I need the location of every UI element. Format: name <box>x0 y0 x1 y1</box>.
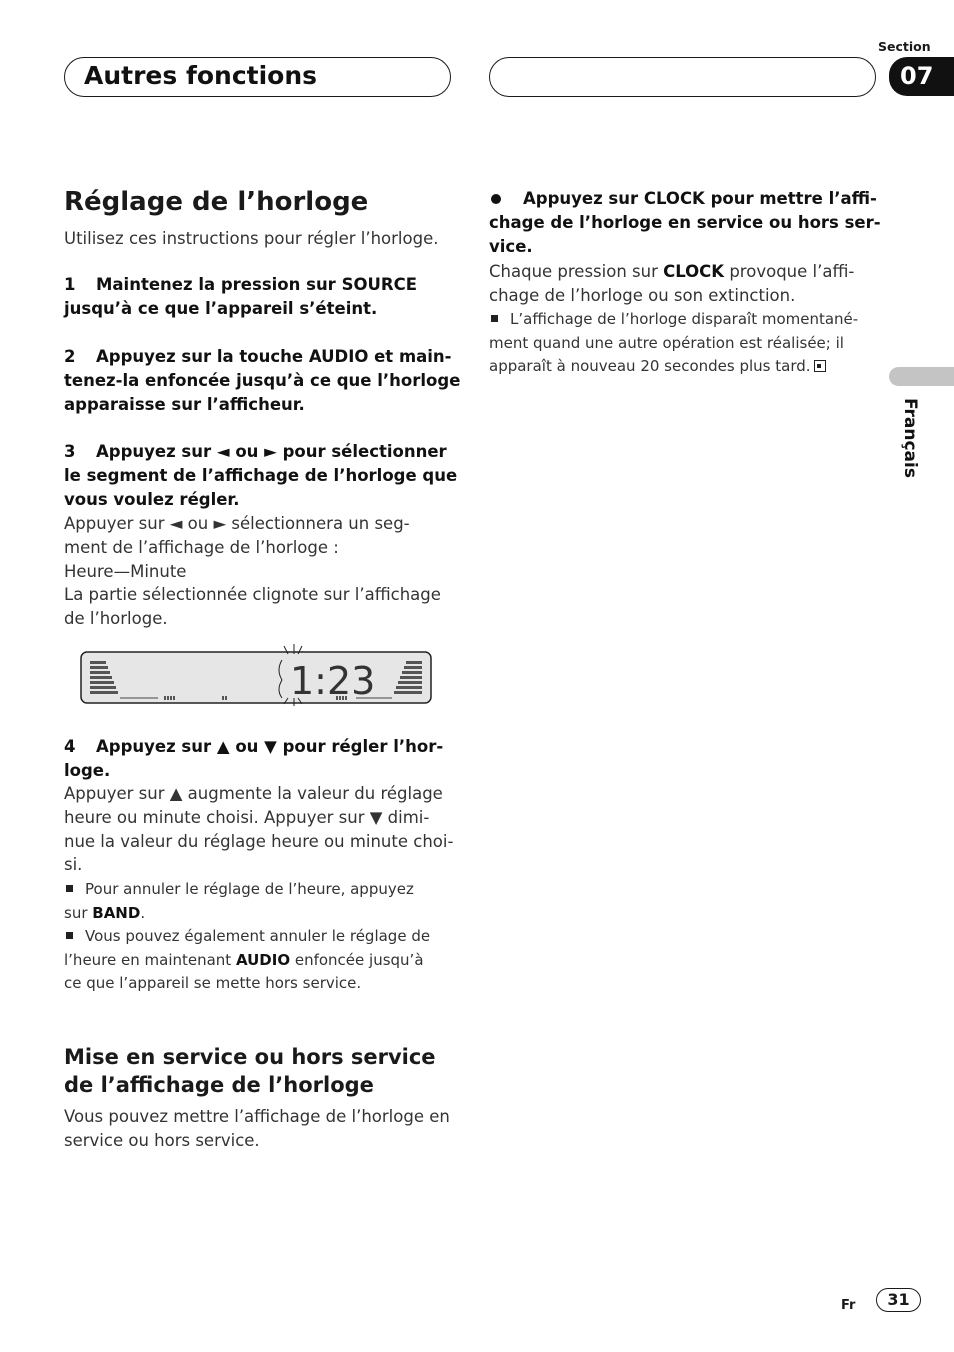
step-2: 2 Appuyez sur la touche AUDIO et main- tenez-la enfoncée jusqu’à ce que l’horloge apparaisse sur l’afficheur. <box>64 347 461 414</box>
lcd-clock-text: 1:23 <box>290 659 376 703</box>
header-title: Autres fonctions <box>84 61 318 90</box>
section-number: 07 <box>889 57 954 96</box>
end-mark-icon <box>814 360 826 372</box>
language-label: Français <box>900 398 920 478</box>
note-bullet-icon <box>491 315 498 322</box>
clock-step-body: Chaque pression sur CLOCK provoque l’affi- chage de l’horloge ou son extinction. <box>489 262 855 305</box>
lcd-display-svg <box>80 644 432 706</box>
clock-step: Appuyez sur CLOCK pour mettre l’affi- chage de l’horloge en service ou hors ser- vice. <box>489 189 881 256</box>
note-cancel-audio: Vous pouvez également annuler le réglage de l’heure en maintenant AUDIO enfoncée jusqu’à ce que l’appareil se mette hors service. <box>64 927 431 992</box>
intro-text: Utilisez ces instructions pour régler l’horloge. <box>64 229 439 248</box>
step-3: 3 Appuyez sur ◄ ou ► pour sélectionner le segment de l’affichage de l’horloge que vous voulez régler. <box>64 442 458 509</box>
step-4-body: Appuyer sur ▲ augmente la valeur du réglage heure ou minute choisi. Appuyer sur ▼ dimi- nue la valeur du réglage heure ou minute choi- si. <box>64 784 454 875</box>
page-title: Réglage de l’horloge <box>64 187 369 217</box>
footer-lang-code: Fr <box>841 1298 856 1313</box>
step-4-number: 4 <box>64 737 76 756</box>
page-number: 31 <box>876 1288 921 1312</box>
lcd-display-illustration <box>80 644 432 706</box>
bullet-dot-icon <box>491 194 501 204</box>
step-4: 4 Appuyez sur ▲ ou ▼ pour régler l’hor- loge. <box>64 737 444 780</box>
subsection-title: Mise en service ou hors service de l’affichage de l’horloge <box>64 1045 436 1097</box>
note-cancel-band: Pour annuler le réglage de l’heure, appuyez sur BAND. <box>64 880 414 922</box>
step-2-number: 2 <box>64 347 76 366</box>
step-3-number: 3 <box>64 442 76 461</box>
note-bullet-icon <box>66 885 73 892</box>
section-label: Section <box>878 39 931 54</box>
step-3-body: Appuyer sur ◄ ou ► sélectionnera un seg- ment de l’affichage de l’horloge : Heure—Minute La partie sélectionnée clignote sur l’affichage de l’horloge. <box>64 514 441 629</box>
subsection-body: Vous pouvez mettre l’affichage de l’horloge en service ou hors service. <box>64 1107 450 1150</box>
step-1-number: 1 <box>64 275 76 294</box>
note-bullet-icon <box>66 932 73 939</box>
step-1: 1 Maintenez la pression sur SOURCE jusqu’à ce que l’appareil s’éteint. <box>64 275 417 318</box>
language-tab <box>889 367 954 386</box>
clock-note: L’affichage de l’horloge disparaît momentané- ment quand une autre opération est réalisée; il apparaît à nouveau 20 secondes plus tard. <box>489 310 859 375</box>
header-right-frame <box>489 57 876 97</box>
